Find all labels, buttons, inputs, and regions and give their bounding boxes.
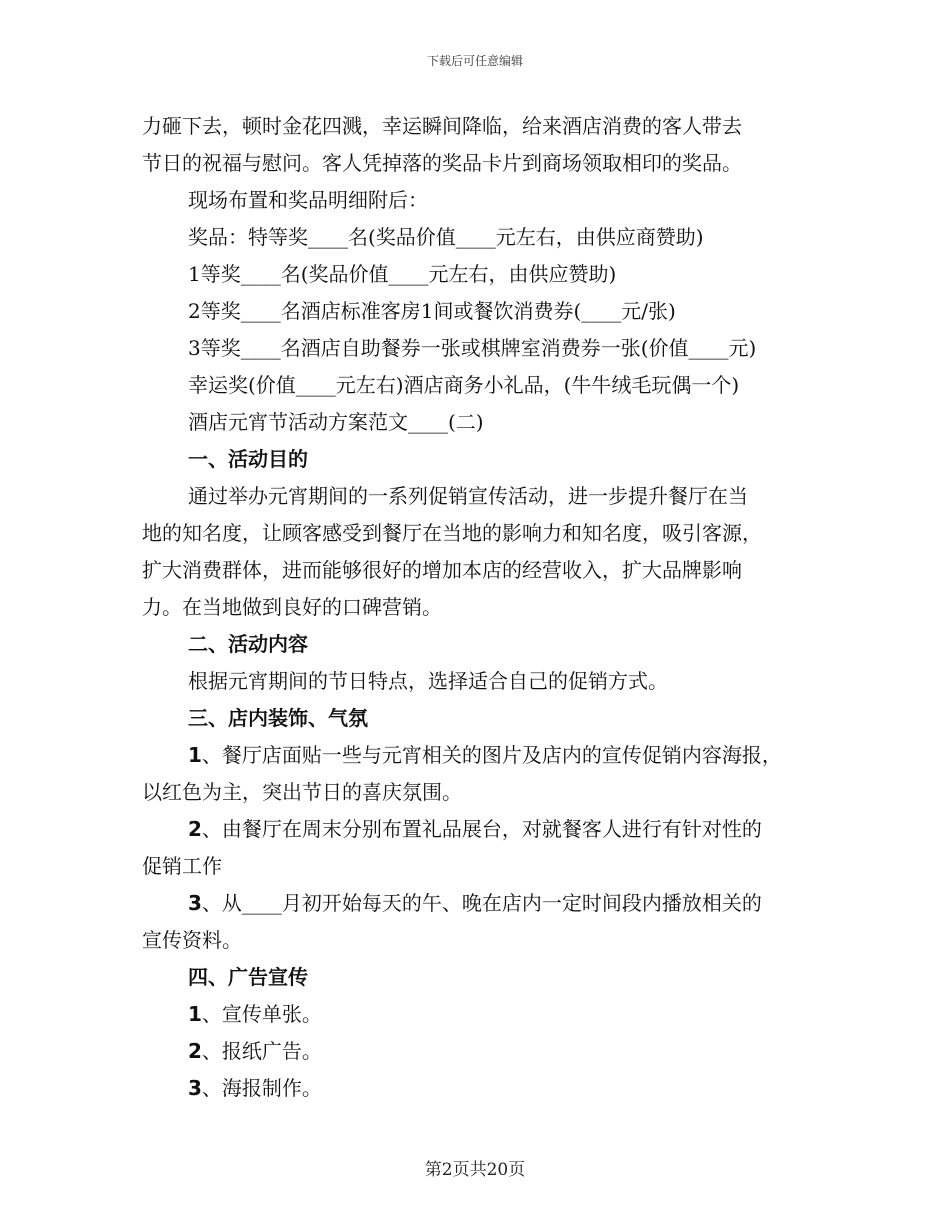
list-item-text: 、由餐厅在周末分别布置礼品展台，对就餐客人进行有针对性的 — [201, 817, 762, 841]
list-item-continuation: 宣传资料。 — [142, 928, 242, 952]
list-item-text: 、餐厅店面贴一些与元宵相关的图片及店内的宣传促销内容海报， — [201, 743, 782, 767]
document-body — [142, 108, 822, 1107]
prize-line: 酒店元宵节活动方案范文____(二) — [188, 410, 484, 434]
page-number: 第2页共20页 — [424, 1160, 526, 1180]
list-item — [142, 996, 822, 1033]
section-heading: 二、活动内容 — [188, 632, 308, 656]
list-item — [142, 811, 822, 848]
paragraph-line: 扩大消费群体，进而能够很好的增加本店的经营收入，扩大品牌影响 — [142, 558, 742, 582]
list-item — [142, 1033, 822, 1070]
list-item-number: 3 — [188, 1076, 202, 1100]
prize-line: 3等奖____名酒店自助餐券一张或棋牌室消费券一张(价值____元) — [188, 336, 757, 360]
list-item-number: 1 — [188, 743, 202, 767]
list-item-text: 、宣传单张。 — [201, 1002, 322, 1026]
list-item-text: 、报纸广告。 — [201, 1039, 322, 1063]
list-item-number: 3 — [188, 891, 202, 915]
list-item-number: 2 — [188, 817, 202, 841]
list-item-text: 、从____月初开始每天的午、晚在店内一定时间段内播放相关的 — [201, 891, 762, 915]
section-heading: 一、活动目的 — [188, 447, 308, 471]
body-line: 节日的祝福与慰问。客人凭掉落的奖品卡片到商场领取相印的奖品。 — [142, 151, 742, 175]
prize-line: 现场布置和奖品明细附后： — [188, 188, 428, 212]
list-item-continuation: 以红色为主，突出节日的喜庆氛围。 — [142, 780, 462, 804]
prize-line: 2等奖____名酒店标准客房1间或餐饮消费券(____元/张) — [188, 299, 676, 323]
paragraph-line: 通过举办元宵期间的一系列促销宣传活动，进一步提升餐厅在当 — [188, 484, 748, 508]
prize-line: 奖品：特等奖____名(奖品价值____元左右，由供应商赞助) — [188, 225, 704, 249]
list-item — [142, 737, 822, 774]
list-item-text: 、海报制作。 — [201, 1076, 322, 1100]
list-item-number: 1 — [188, 1002, 202, 1026]
section-heading: 三、店内装饰、气氛 — [188, 706, 368, 730]
paragraph-line: 地的知名度，让顾客感受到餐厅在当地的影响力和知名度，吸引客源， — [142, 521, 762, 545]
paragraph-line: 力。在当地做到良好的口碑营销。 — [142, 595, 442, 619]
prize-line: 1等奖____名(奖品价值____元左右，由供应赞助) — [188, 262, 617, 286]
list-item-continuation: 促销工作 — [142, 854, 222, 878]
list-item — [142, 1070, 822, 1107]
prize-line: 幸运奖(价值____元左右)酒店商务小礼品，(牛牛绒毛玩偶一个) — [188, 373, 740, 397]
paragraph-line: 根据元宵期间的节日特点，选择适合自己的促销方式。 — [188, 669, 668, 693]
list-item — [142, 885, 822, 922]
body-line: 力砸下去，顿时金花四溅，幸运瞬间降临，给来酒店消费的客人带去 — [142, 114, 742, 138]
page-header-note: 下载后可任意编辑 — [426, 54, 523, 68]
section-heading: 四、广告宣传 — [188, 965, 308, 989]
list-item-number: 2 — [188, 1039, 202, 1063]
